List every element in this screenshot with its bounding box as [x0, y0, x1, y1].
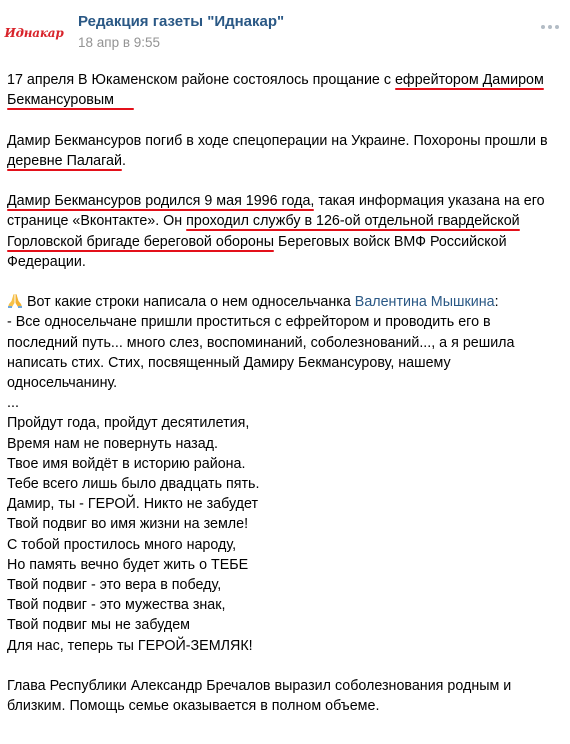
paragraph-3-line-1: Дамир Бекмансуров родился 9 мая 1996 года, такая информация указана на его	[7, 193, 545, 210]
quote-line-2: последний путь... много слез, воспоминаний, соболезнований..., а я решила	[7, 334, 515, 351]
post-date-link[interactable]: 18 апр в 9:55	[78, 35, 161, 50]
poem-line: С тобой простилось много народу,	[7, 536, 237, 553]
poem-line: Тебе всего лишь было двадцать пять.	[7, 476, 260, 493]
group-avatar[interactable]	[4, 14, 64, 52]
paragraph-1-line-1: 17 апреля В Юкаменском районе состоялось прощание с ефрейтором Дамиром	[7, 72, 544, 88]
post-text	[7, 70, 559, 716]
avatar-logo-text: Иднакар	[4, 26, 64, 40]
poem-line: Твой подвиг мы не забудем	[7, 617, 191, 634]
paragraph-3-line-3: Горловской бригаде береговой обороны Береговых войск ВМФ Российской	[7, 233, 507, 250]
poem-line: Твой подвиг - это мужества знак,	[7, 597, 226, 614]
paragraph-3-line-2: странице «Вконтакте». Он проходил службу в 126-ой отдельной гвардейской	[7, 213, 520, 230]
quote-line-3: написать стих. Стих, посвященный Дамиру Бекмансурову, нашему	[7, 354, 451, 371]
ellipsis: ...	[7, 395, 19, 412]
quote-line-1: - Все односельчане пришли проститься с ефрейтором и проводить его в	[7, 314, 491, 331]
poem-line: Но память вечно будет жить о ТЕБЕ	[7, 556, 249, 573]
paragraph-6-line-2: близким. Помощь семье оказывается в полном объеме.	[7, 698, 380, 715]
poem-line: Пройдут года, пройдут десятилетия,	[7, 415, 250, 432]
poem-line: Дамир, ты - ГЕРОЙ. Никто не забудет	[7, 496, 258, 513]
poem-line: Для нас, теперь ты ГЕРОЙ-ЗЕМЛЯК!	[7, 637, 253, 654]
poem-line: Время нам не повернуть назад.	[7, 435, 218, 452]
poem-line: Твой подвиг во имя жизни на земле!	[7, 516, 249, 533]
praying-hands-icon	[7, 293, 23, 308]
mention-link[interactable]: Валентина Мышкина	[354, 294, 495, 311]
more-options-icon[interactable]	[540, 22, 560, 32]
poem-line: Твое имя войдёт в историю района.	[7, 455, 246, 472]
author-link[interactable]: Редакция газеты "Иднакар"	[78, 13, 285, 30]
poem-line: Твой подвиг - это вера в победу,	[7, 577, 222, 594]
post-header	[0, 0, 570, 60]
paragraph-1-line-2: Бекмансуровым	[7, 90, 559, 110]
paragraph-4-line-1: Вот какие строки написала о нем односельчанка Валентина Мышкина:	[7, 292, 559, 312]
paragraph-3-line-4: Федерации.	[7, 253, 86, 270]
paragraph-2-line-1: Дамир Бекмансуров погиб в ходе спецоперации на Украине. Похороны прошли в	[7, 132, 548, 149]
paragraph-2-line-2: деревне Палагай .	[7, 152, 126, 169]
quote-line-4: односельчанину.	[7, 375, 118, 391]
paragraph-6-line-1: Глава Республики Александр Бречалов выразил соболезнования родным и	[7, 678, 512, 695]
